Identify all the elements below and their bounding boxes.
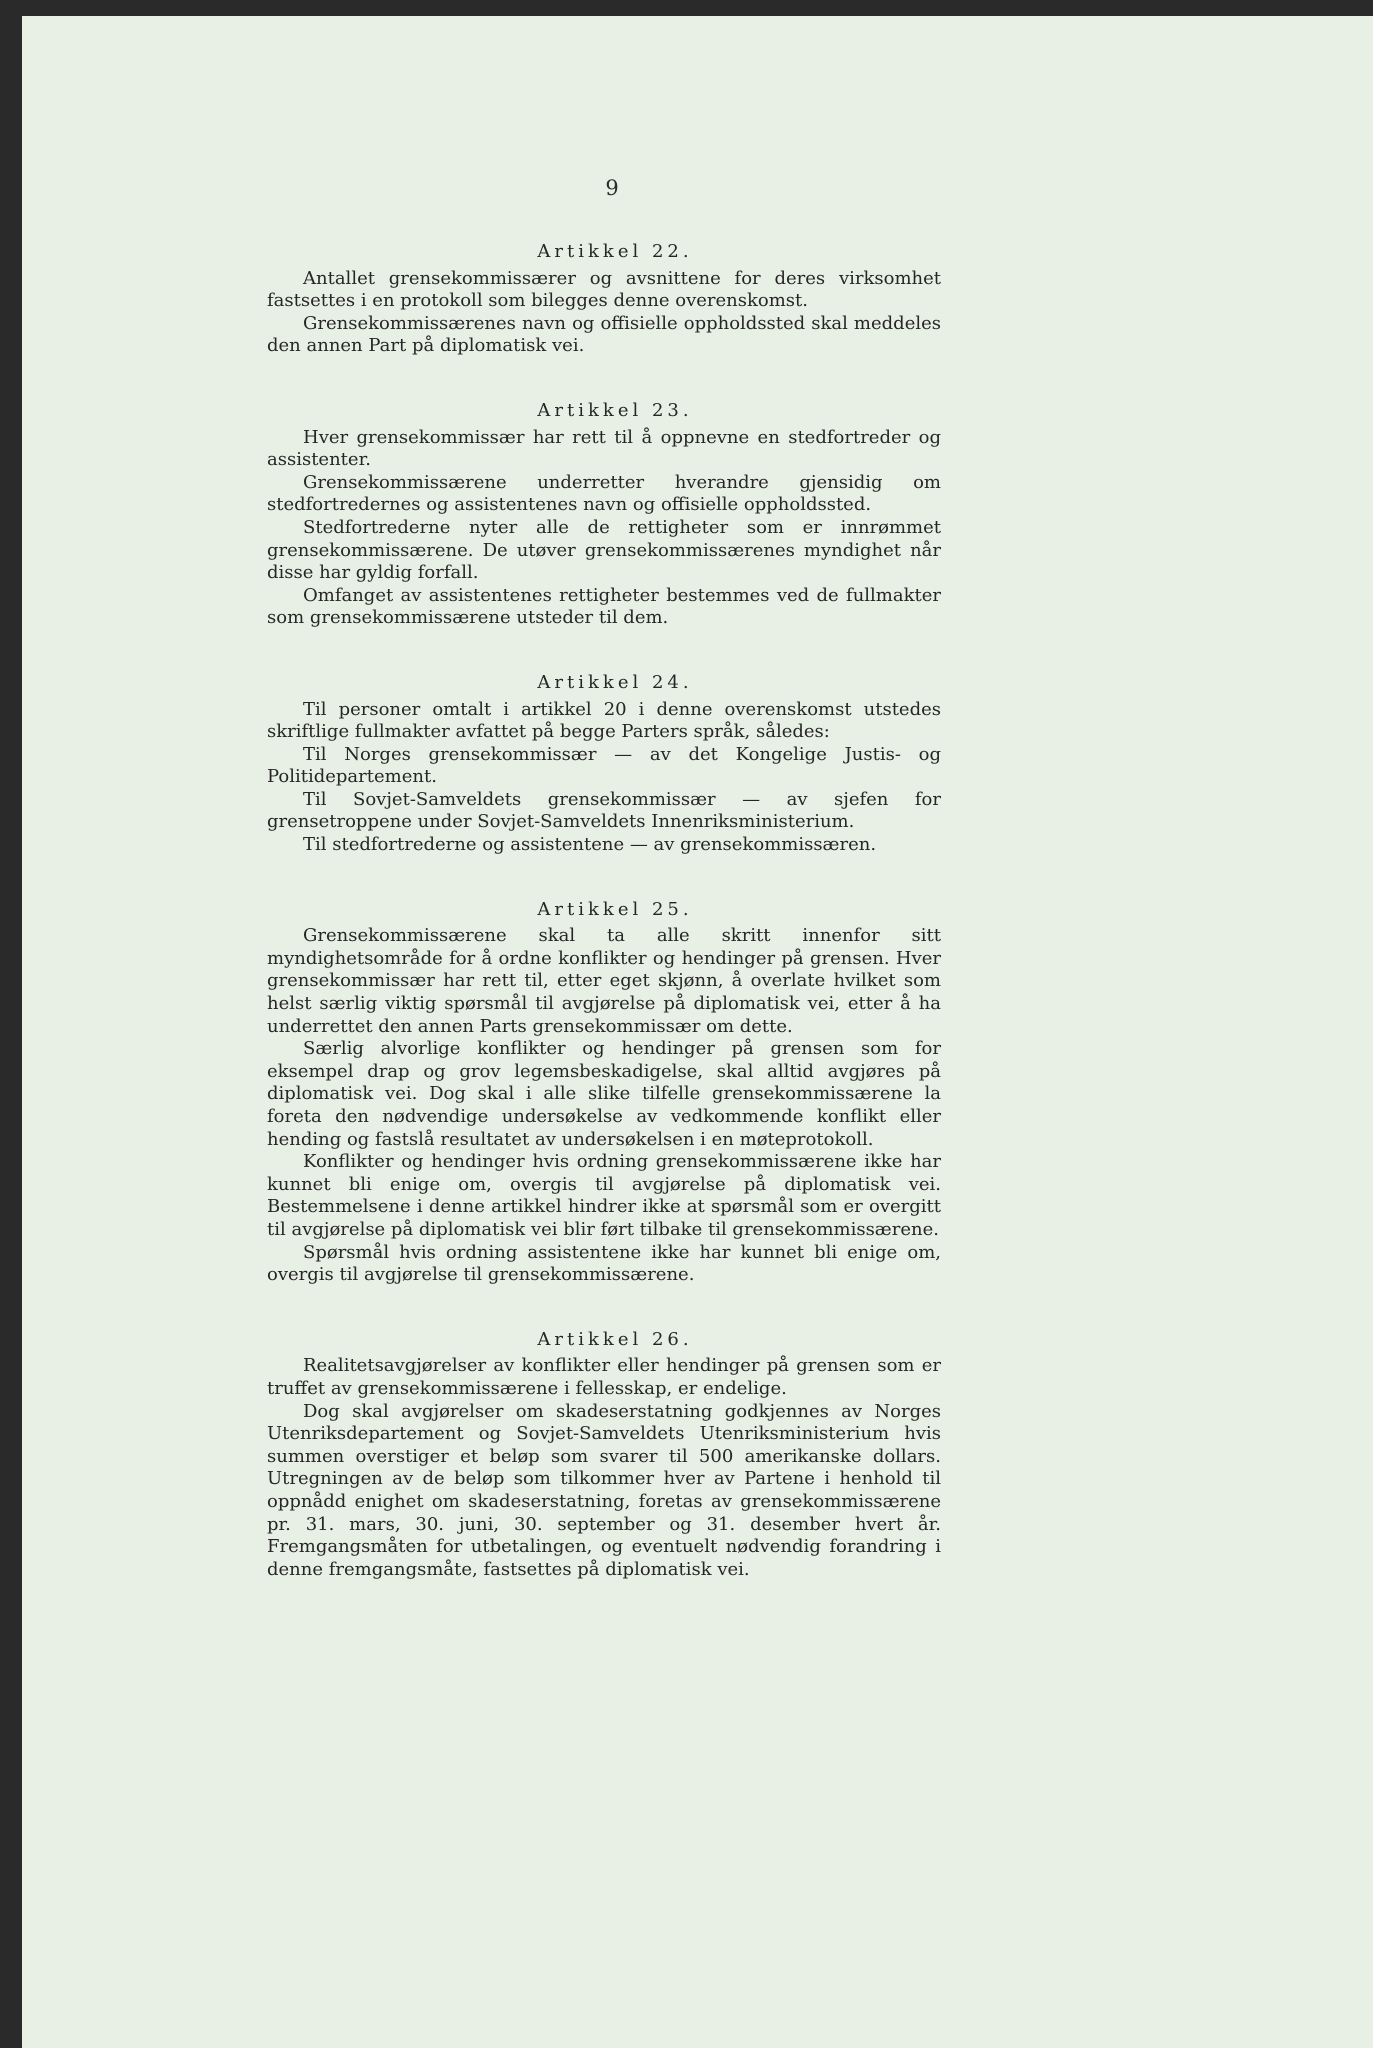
paragraph: Til Norges grensekommissær — av det Kongelige Justis- og Politidepartement. xyxy=(267,743,941,788)
paragraph: Realitetsavgjørelser av konflikter eller hendinger på grensen som er truffet av grensekommissærene i fellesskap, er endelige. xyxy=(267,1355,941,1399)
paragraph: Særlig alvorlige konflikter og hendinger på grensen som for eksempel drap og grov legemsbeskadigelse, skal alltid avgjøres på diplomatisk vei. Dog skal i alle slike tilfelle grensekommissærene la foreta den nødvendige undersøkelse av vedkommende konflikt eller hending og fastslå resultatet av undersøkelsen i en møteprotokoll. xyxy=(267,1038,941,1150)
paragraph: Spørsmål hvis ordning assistentene ikke har kunnet bli enige om, overgis til avgjørelse til grensekommissærene. xyxy=(267,1241,941,1286)
text-column xyxy=(267,241,941,1623)
article-heading: Artikkel 26. xyxy=(537,1328,693,1350)
article-23 xyxy=(267,400,941,630)
paragraph: Grensekommissærene skal ta alle skritt innenfor sitt myndighetsområde for å ordne konflikter og hendinger på grensen. Hver grensekommissær har rett til, etter eget skjønn, å overlate hvilket som helst særlig viktig spørsmål til avgjørelse på diplomatisk vei, etter å ha underrettet den annen Parts grensekommissær om dette. xyxy=(267,925,941,1037)
article-25 xyxy=(267,899,941,1287)
paragraph: Til stedfortrederne og assistentene — av grensekommissæren. xyxy=(303,834,877,856)
article-heading: Artikkel 23. xyxy=(537,399,693,421)
article-heading: Artikkel 25. xyxy=(537,898,693,920)
paragraph: Til personer omtalt i artikkel 20 i denne overenskomst utstedes skriftlige fullmakter avfattet på begge Parters språk, således: xyxy=(267,698,941,743)
article-heading: Artikkel 24. xyxy=(537,671,693,693)
paragraph: Omfanget av assistentenes rettigheter bestemmes ved de fullmakter som grensekommissærene utsteder til dem. xyxy=(267,584,941,629)
paragraph: Grensekommissærenes navn og offisielle oppholdssted skal meddeles den annen Part på diplomatisk vei. xyxy=(267,312,941,357)
article-24 xyxy=(267,672,941,857)
document-page xyxy=(22,16,1373,2048)
paragraph: Konflikter og hendinger hvis ordning grensekommissærene ikke har kunnet bli enige om, overgis til avgjørelse på diplomatisk vei. Bestemmelsene i denne artikkel hindrer ikke at spørsmål som er overgitt til avgjørelse på diplomatisk vei blir ført tilbake til grensekommissærene. xyxy=(267,1151,941,1240)
paragraph: Stedfortrederne nyter alle de rettigheter som er innrømmet grensekommissærene. De utøver grensekommissærenes myndighet når disse har gyldig forfall. xyxy=(267,516,941,584)
paragraph: Hver grensekommissær har rett til å oppnevne en stedfortreder og assistenter. xyxy=(267,426,941,471)
paragraph: Til Sovjet-Samveldets grensekommissær — av sjefen for grensetroppene under Sovjet-Samveldets Innenriksministerium. xyxy=(267,788,941,833)
paragraph: Grensekommissærene underretter hverandre gjensidig om stedfortredernes og assistentenes navn og offisielle oppholdssted. xyxy=(267,471,941,516)
article-22 xyxy=(267,241,941,358)
page-number: 9 xyxy=(605,176,619,200)
article-26 xyxy=(267,1329,941,1582)
article-heading: Artikkel 22. xyxy=(537,241,693,262)
paragraph: Dog skal avgjørelser om skadeserstatning godkjennes av Norges Utenriksdepartement og Sovjet-Samveldets Utenriksministerium hvis summen overstiger et beløp som svarer til 500 amerikanske dollars. Utregningen av de beløp som tilkommer hver av Partene i henhold til oppnådd enighet om skadeserstatning, foretas av grensekommissærene pr. 31. mars, 30. juni, 30. september og 31. desember hvert år. Fremgangsmåten for utbetalingen, og eventuelt nødvendig forandring i denne fremgangsmåte, fastsettes på diplomatisk vei. xyxy=(267,1400,941,1580)
paragraph: Antallet grensekommissærer og avsnittene for deres virksomhet fastsettes i en protokoll som bilegges denne overenskomst. xyxy=(267,267,941,312)
